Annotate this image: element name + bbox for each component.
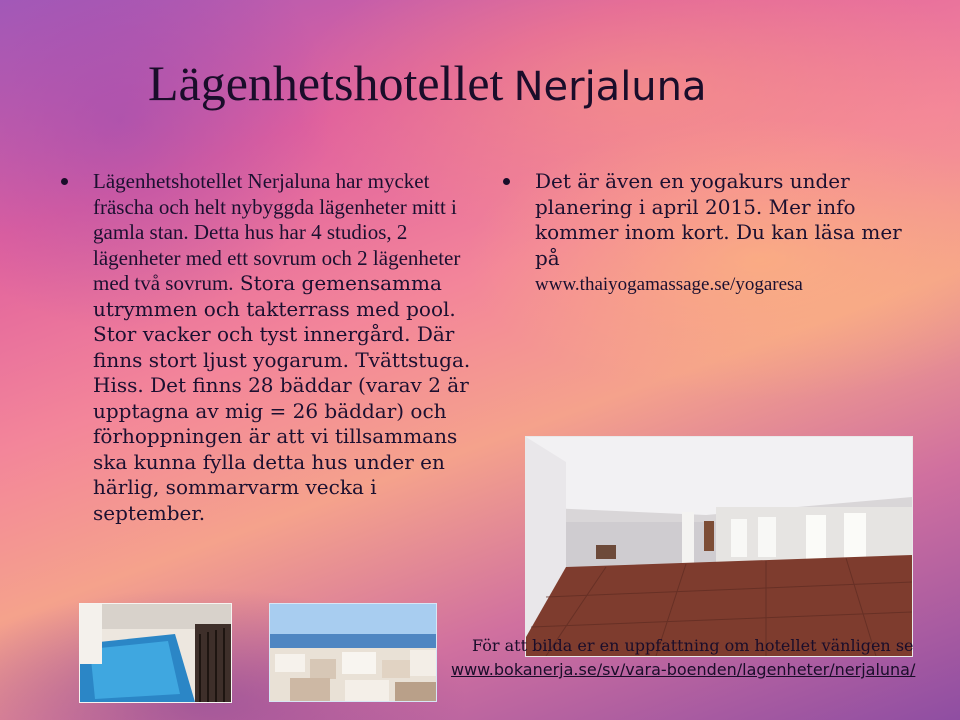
photo-caption: För att bilda er en uppfattning om hotellet vänligen se <box>472 636 914 655</box>
title-part-1: Lägenhetshotellet <box>148 55 504 111</box>
bullet-left-text-1: Lägenhetshotellet Nerjaluna har mycket fräscha och helt nybyggda lägenheter mitt i gamla stan. Detta hus har 4 studios, 2 lägenheter med ett sovrum och 2 lägenheter med två sovrum. <box>93 169 461 295</box>
bullet-right-text: Det är även en yogakurs under planering i april 2015. Mer info kommer inom kort. Du kan läsa mer på <box>535 169 902 270</box>
bullet-dot-icon <box>61 178 68 185</box>
room-photo <box>525 436 913 657</box>
pool-photo-illustration <box>80 604 231 702</box>
town-photo <box>269 603 437 702</box>
yoga-url[interactable]: www.thaiyogamassage.se/yogaresa <box>535 274 803 295</box>
bullet-dot-icon <box>503 178 510 185</box>
bullet-right <box>535 169 905 298</box>
bullet-left-text-2: Stora gemensamma utrymmen och takterrass med pool. Stor vacker och tyst innergård. Där finns stort ljust yogarum. Tvättstuga. Hiss. Det finns 28 bäddar (varav 2 är upptagna av mig = 26 bäddar) och förhoppningen är att vi tillsammans ska kunna fylla detta hus under en härlig, sommarvarm vecka i september. <box>93 271 471 525</box>
room-photo-illustration <box>526 437 912 656</box>
title-part-2: Nerjaluna <box>513 64 707 110</box>
bullet-left <box>93 169 478 526</box>
hotel-link[interactable]: www.bokanerja.se/sv/vara-boenden/lagenheter/nerjaluna/ <box>451 660 916 679</box>
pool-photo <box>79 603 232 703</box>
town-photo-illustration <box>270 604 436 701</box>
slide-title <box>148 54 707 112</box>
